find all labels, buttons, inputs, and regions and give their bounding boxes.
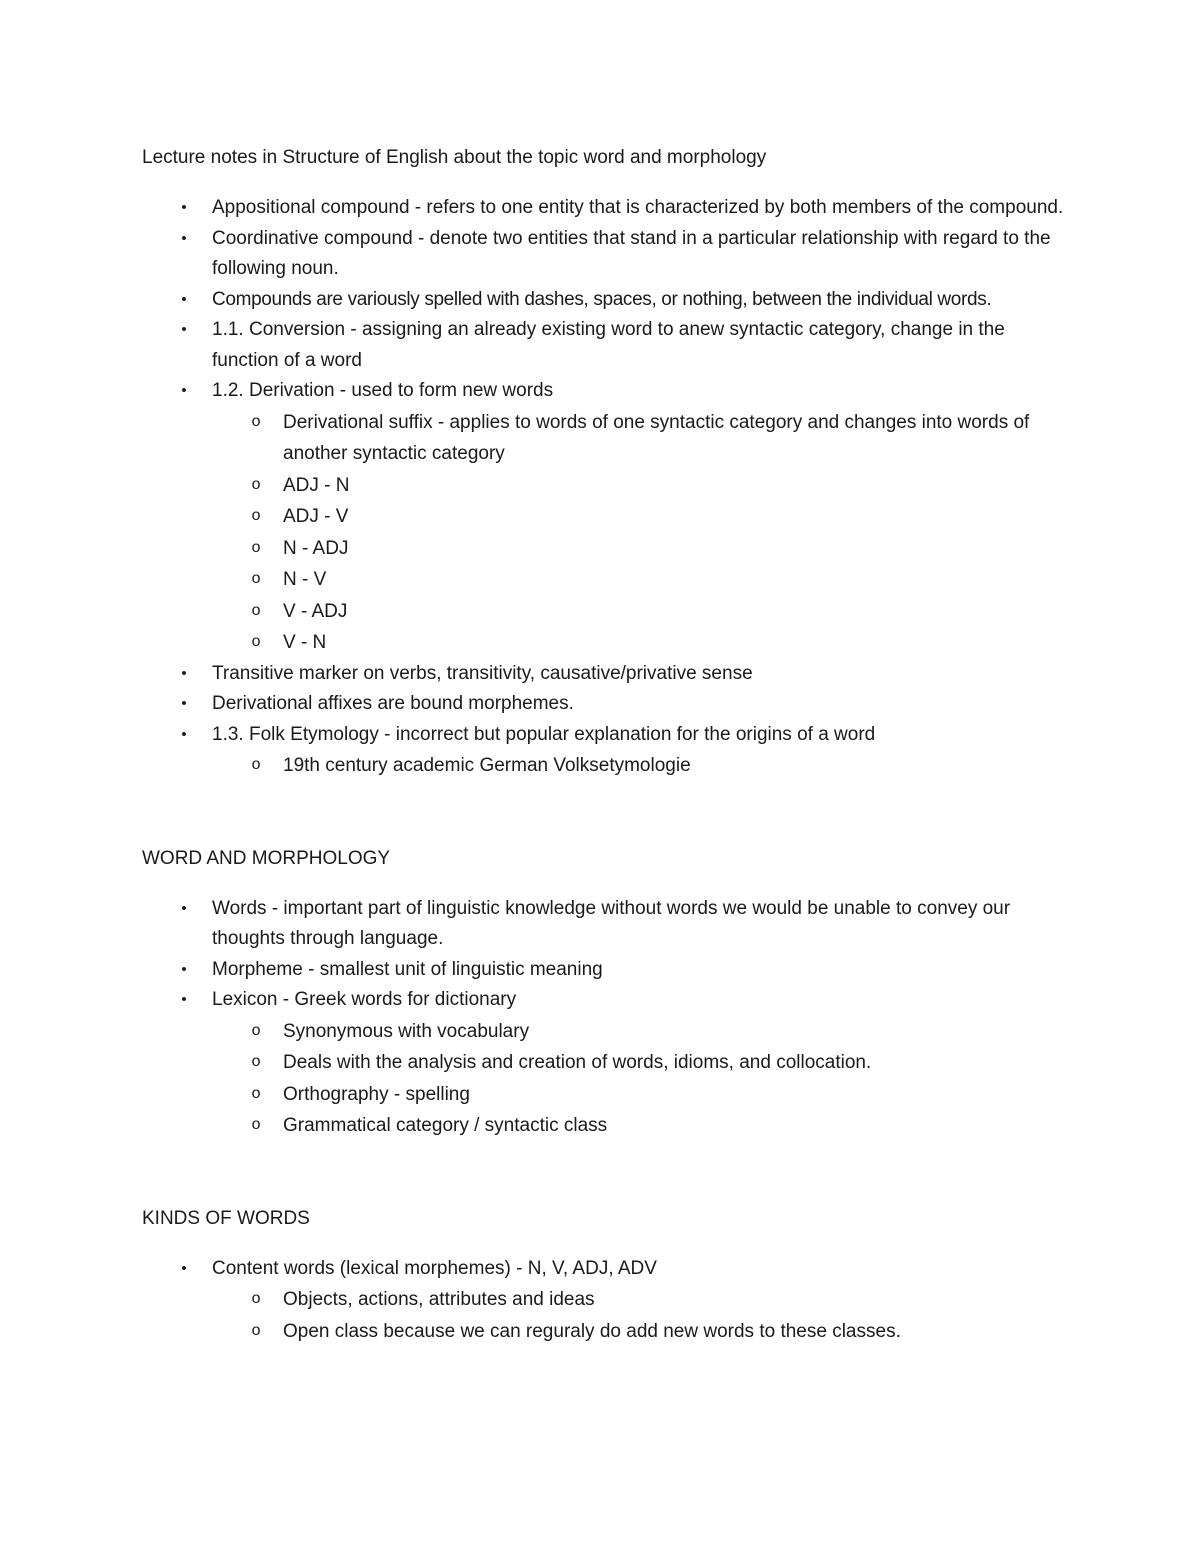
sublist-item	[212, 1047, 1082, 1079]
list-item	[142, 1254, 1082, 1348]
bullet-icon: •	[181, 229, 187, 247]
sublist-item	[212, 1079, 1082, 1111]
sublist-item-text: V - N	[283, 632, 327, 653]
section2-list	[142, 894, 1082, 1142]
document-body	[142, 143, 1082, 1347]
circle-bullet-icon: o	[251, 1021, 261, 1040]
sublist-item-text: ADJ - V	[283, 506, 349, 527]
section1-list	[142, 193, 1082, 782]
sublist-item-text: ADJ - N	[283, 474, 350, 496]
sublist	[212, 407, 1092, 659]
sublist-item	[212, 1110, 1082, 1142]
bullet-icon: •	[181, 199, 187, 216]
section3-list	[142, 1254, 1082, 1348]
bullet-icon: •	[181, 991, 187, 1008]
list-item	[142, 689, 1082, 720]
bullet-icon: •	[181, 664, 187, 682]
sublist-item-text: N - ADJ	[283, 537, 349, 559]
sublist-item-text: Objects, actions, attributes and ideas	[283, 1289, 595, 1310]
sublist-item-text: Orthography - spelling	[283, 1083, 470, 1105]
sublist-item	[212, 627, 1092, 659]
section-heading: KINDS OF WORDS	[142, 1207, 310, 1229]
sublist-item	[212, 1316, 1082, 1348]
list-item-text: Lexicon - Greek words for dictionary	[212, 989, 517, 1010]
circle-bullet-icon: o	[251, 475, 261, 494]
circle-bullet-icon: o	[251, 570, 261, 588]
circle-bullet-icon: o	[251, 633, 261, 651]
circle-bullet-icon: o	[251, 1116, 261, 1134]
sublist-item	[212, 470, 1092, 502]
sublist-item	[212, 1016, 1082, 1048]
circle-bullet-icon: o	[251, 412, 261, 431]
sublist-item	[212, 564, 1092, 596]
sublist-item-text: Synonymous with vocabulary	[283, 1020, 530, 1042]
list-item-text: 1.1. Conversion - assigning an already existing word to anew syntactic category, change in the function of a word	[212, 319, 1005, 371]
sublist-item	[212, 750, 1082, 782]
spacer	[142, 1234, 1082, 1254]
circle-bullet-icon: o	[251, 538, 261, 557]
list-item-text: Transitive marker on verbs, transitivity, causative/privative sense	[212, 662, 753, 684]
list-item-text: Coordinative compound - denote two entities that stand in a particular relationship with regard to the following noun.	[212, 227, 1051, 279]
list-item-text: Compounds are variously spelled with dashes, spaces, or nothing, between the individual words.	[212, 288, 992, 310]
sublist-item-text: Grammatical category / syntactic class	[283, 1115, 608, 1136]
bullet-icon: •	[181, 960, 187, 978]
spacer	[142, 782, 1082, 844]
list-item	[142, 720, 1082, 782]
sublist	[212, 1284, 1082, 1347]
list-item-text: Derivational affixes are bound morphemes.	[212, 693, 574, 714]
circle-bullet-icon: o	[251, 507, 261, 525]
sublist-item	[212, 407, 1073, 470]
spacer	[142, 1142, 1082, 1204]
list-item-text: Morpheme - smallest unit of linguistic meaning	[212, 958, 603, 980]
list-item-text: Words - important part of linguistic knowledge without words we would be unable to convey our thoughts through language.	[212, 897, 1011, 949]
list-item	[142, 659, 1082, 690]
circle-bullet-icon: o	[251, 756, 261, 774]
sublist-item	[212, 596, 1092, 628]
spacer	[142, 173, 1082, 193]
sublist-item-text: V - ADJ	[283, 600, 348, 622]
sublist-item-text: Deals with the analysis and creation of words, idioms, and collocation.	[283, 1052, 872, 1073]
sublist	[212, 750, 1082, 782]
list-item-text: 1.2. Derivation - used to form new words	[212, 380, 554, 401]
bullet-icon: •	[181, 382, 187, 399]
list-item	[142, 193, 1082, 224]
document-title: Lecture notes in Structure of English about the topic word and morphology	[142, 147, 767, 168]
circle-bullet-icon: o	[251, 1084, 261, 1103]
sublist-item	[212, 533, 1092, 565]
bullet-icon: •	[181, 321, 187, 338]
list-item-text: Appositional compound - refers to one entity that is characterized by both members of the compound.	[212, 197, 1064, 218]
list-item	[142, 376, 1092, 659]
circle-bullet-icon: o	[251, 1053, 261, 1071]
bullet-icon: •	[181, 290, 187, 308]
list-item-text: 1.3. Folk Etymology - incorrect but popular explanation for the origins of a word	[212, 723, 876, 745]
circle-bullet-icon: o	[251, 601, 261, 620]
bullet-icon: •	[181, 899, 187, 917]
sublist-item	[212, 501, 1092, 533]
list-item	[142, 955, 1082, 986]
list-item	[142, 224, 1082, 285]
bullet-icon: •	[181, 695, 187, 712]
sublist-item-text: N - V	[283, 569, 327, 590]
bullet-icon: •	[181, 1259, 187, 1277]
list-item	[142, 985, 1082, 1142]
list-item	[142, 894, 1082, 955]
list-item	[142, 285, 1112, 316]
sublist-item-text: Open class because we can reguraly do add new words to these classes.	[283, 1320, 901, 1342]
sublist-item	[212, 1284, 1082, 1316]
sublist-item-text: 19th century academic German Volksetymologie	[283, 755, 691, 776]
list-item-text: Content words (lexical morphemes) - N, V, ADJ, ADV	[212, 1257, 657, 1279]
sublist-item-text: Derivational suffix - applies to words of one syntactic category and changes into words of another syntactic category	[283, 411, 1030, 464]
sublist	[212, 1016, 1082, 1142]
spacer	[142, 874, 1082, 894]
circle-bullet-icon: o	[251, 1321, 261, 1340]
bullet-icon: •	[181, 725, 187, 743]
section-heading: WORD AND MORPHOLOGY	[142, 847, 391, 869]
circle-bullet-icon: o	[251, 1290, 261, 1308]
list-item	[142, 315, 1062, 376]
